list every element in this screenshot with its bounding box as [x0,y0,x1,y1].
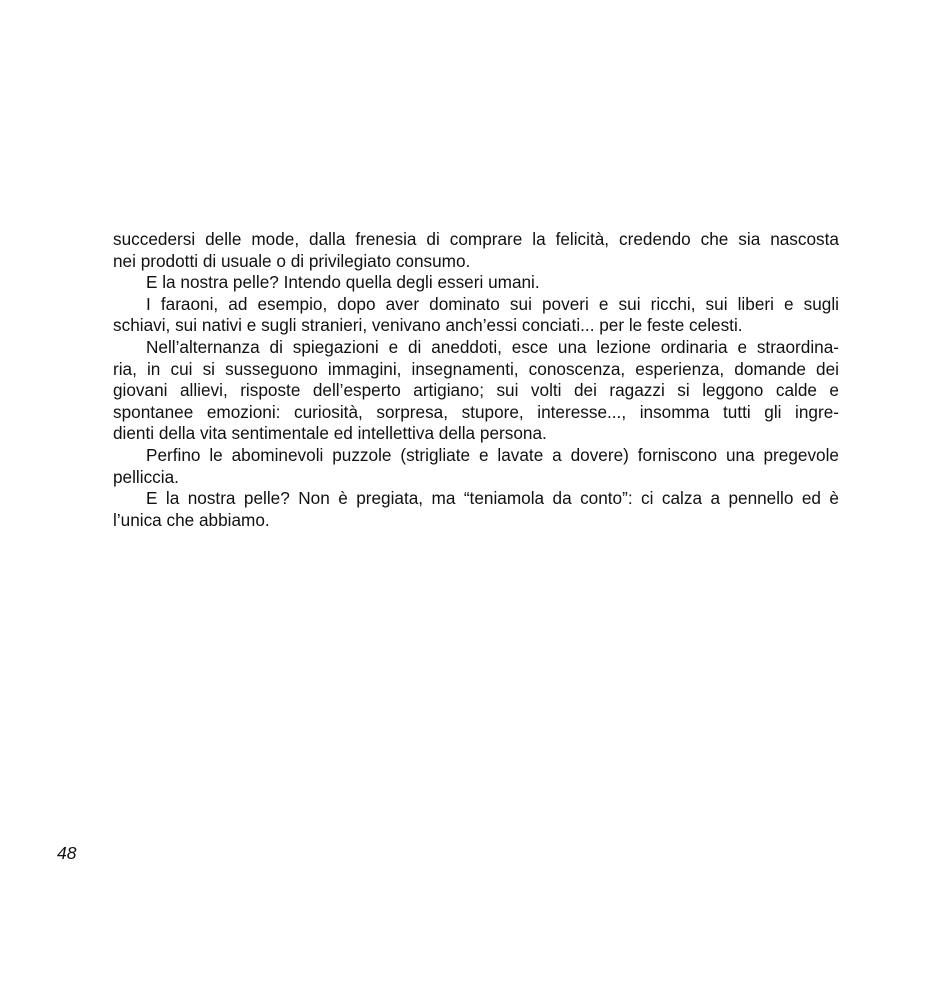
text-line: pelliccia. [113,466,179,487]
page-number: 48 [57,843,77,863]
text-line: I faraoni, ad esempio, dopo aver dominato sui poveri e sui ricchi, sui liberi e sugli [146,293,839,314]
text-line: succedersi delle mode, dalla frenesia di comprare la felicità, credendo che sia nascosta [113,229,839,249]
text-line: schiavi, sui nativi e sugli stranieri, venivano anch’essi conciati... per le feste celesti. [113,315,743,336]
text-line: l’unica che abbiamo. [113,509,270,530]
text-line: nei prodotti di usuale o di privilegiato consumo. [113,250,471,271]
text-line: ria, in cui si susseguono immagini, insegnamenti, conoscenza, esperienza, domande dei [113,358,839,379]
text-line: E la nostra pelle? Intendo quella degli esseri umani. [146,272,540,293]
text-line: dienti della vita sentimentale ed intellettiva della persona. [113,423,547,444]
text-line: giovani allievi, risposte dell’esperto artigiano; sui volti dei ragazzi si leggono calde e [113,380,839,401]
text-line: E la nostra pelle? Non è pregiata, ma “teniamola da conto”: ci calza a pennello ed è [146,488,839,509]
text-line: spontanee emozioni: curiosità, sorpresa, stupore, interesse..., insomma tutti gli ingre- [113,401,839,422]
body-text [113,229,839,531]
text-line: Perfino le abominevoli puzzole (strigliate e lavate a dovere) forniscono una pregevole [146,444,839,465]
text-line: Nell’alternanza di spiegazioni e di aneddoti, esce una lezione ordinaria e straordina- [146,336,839,357]
